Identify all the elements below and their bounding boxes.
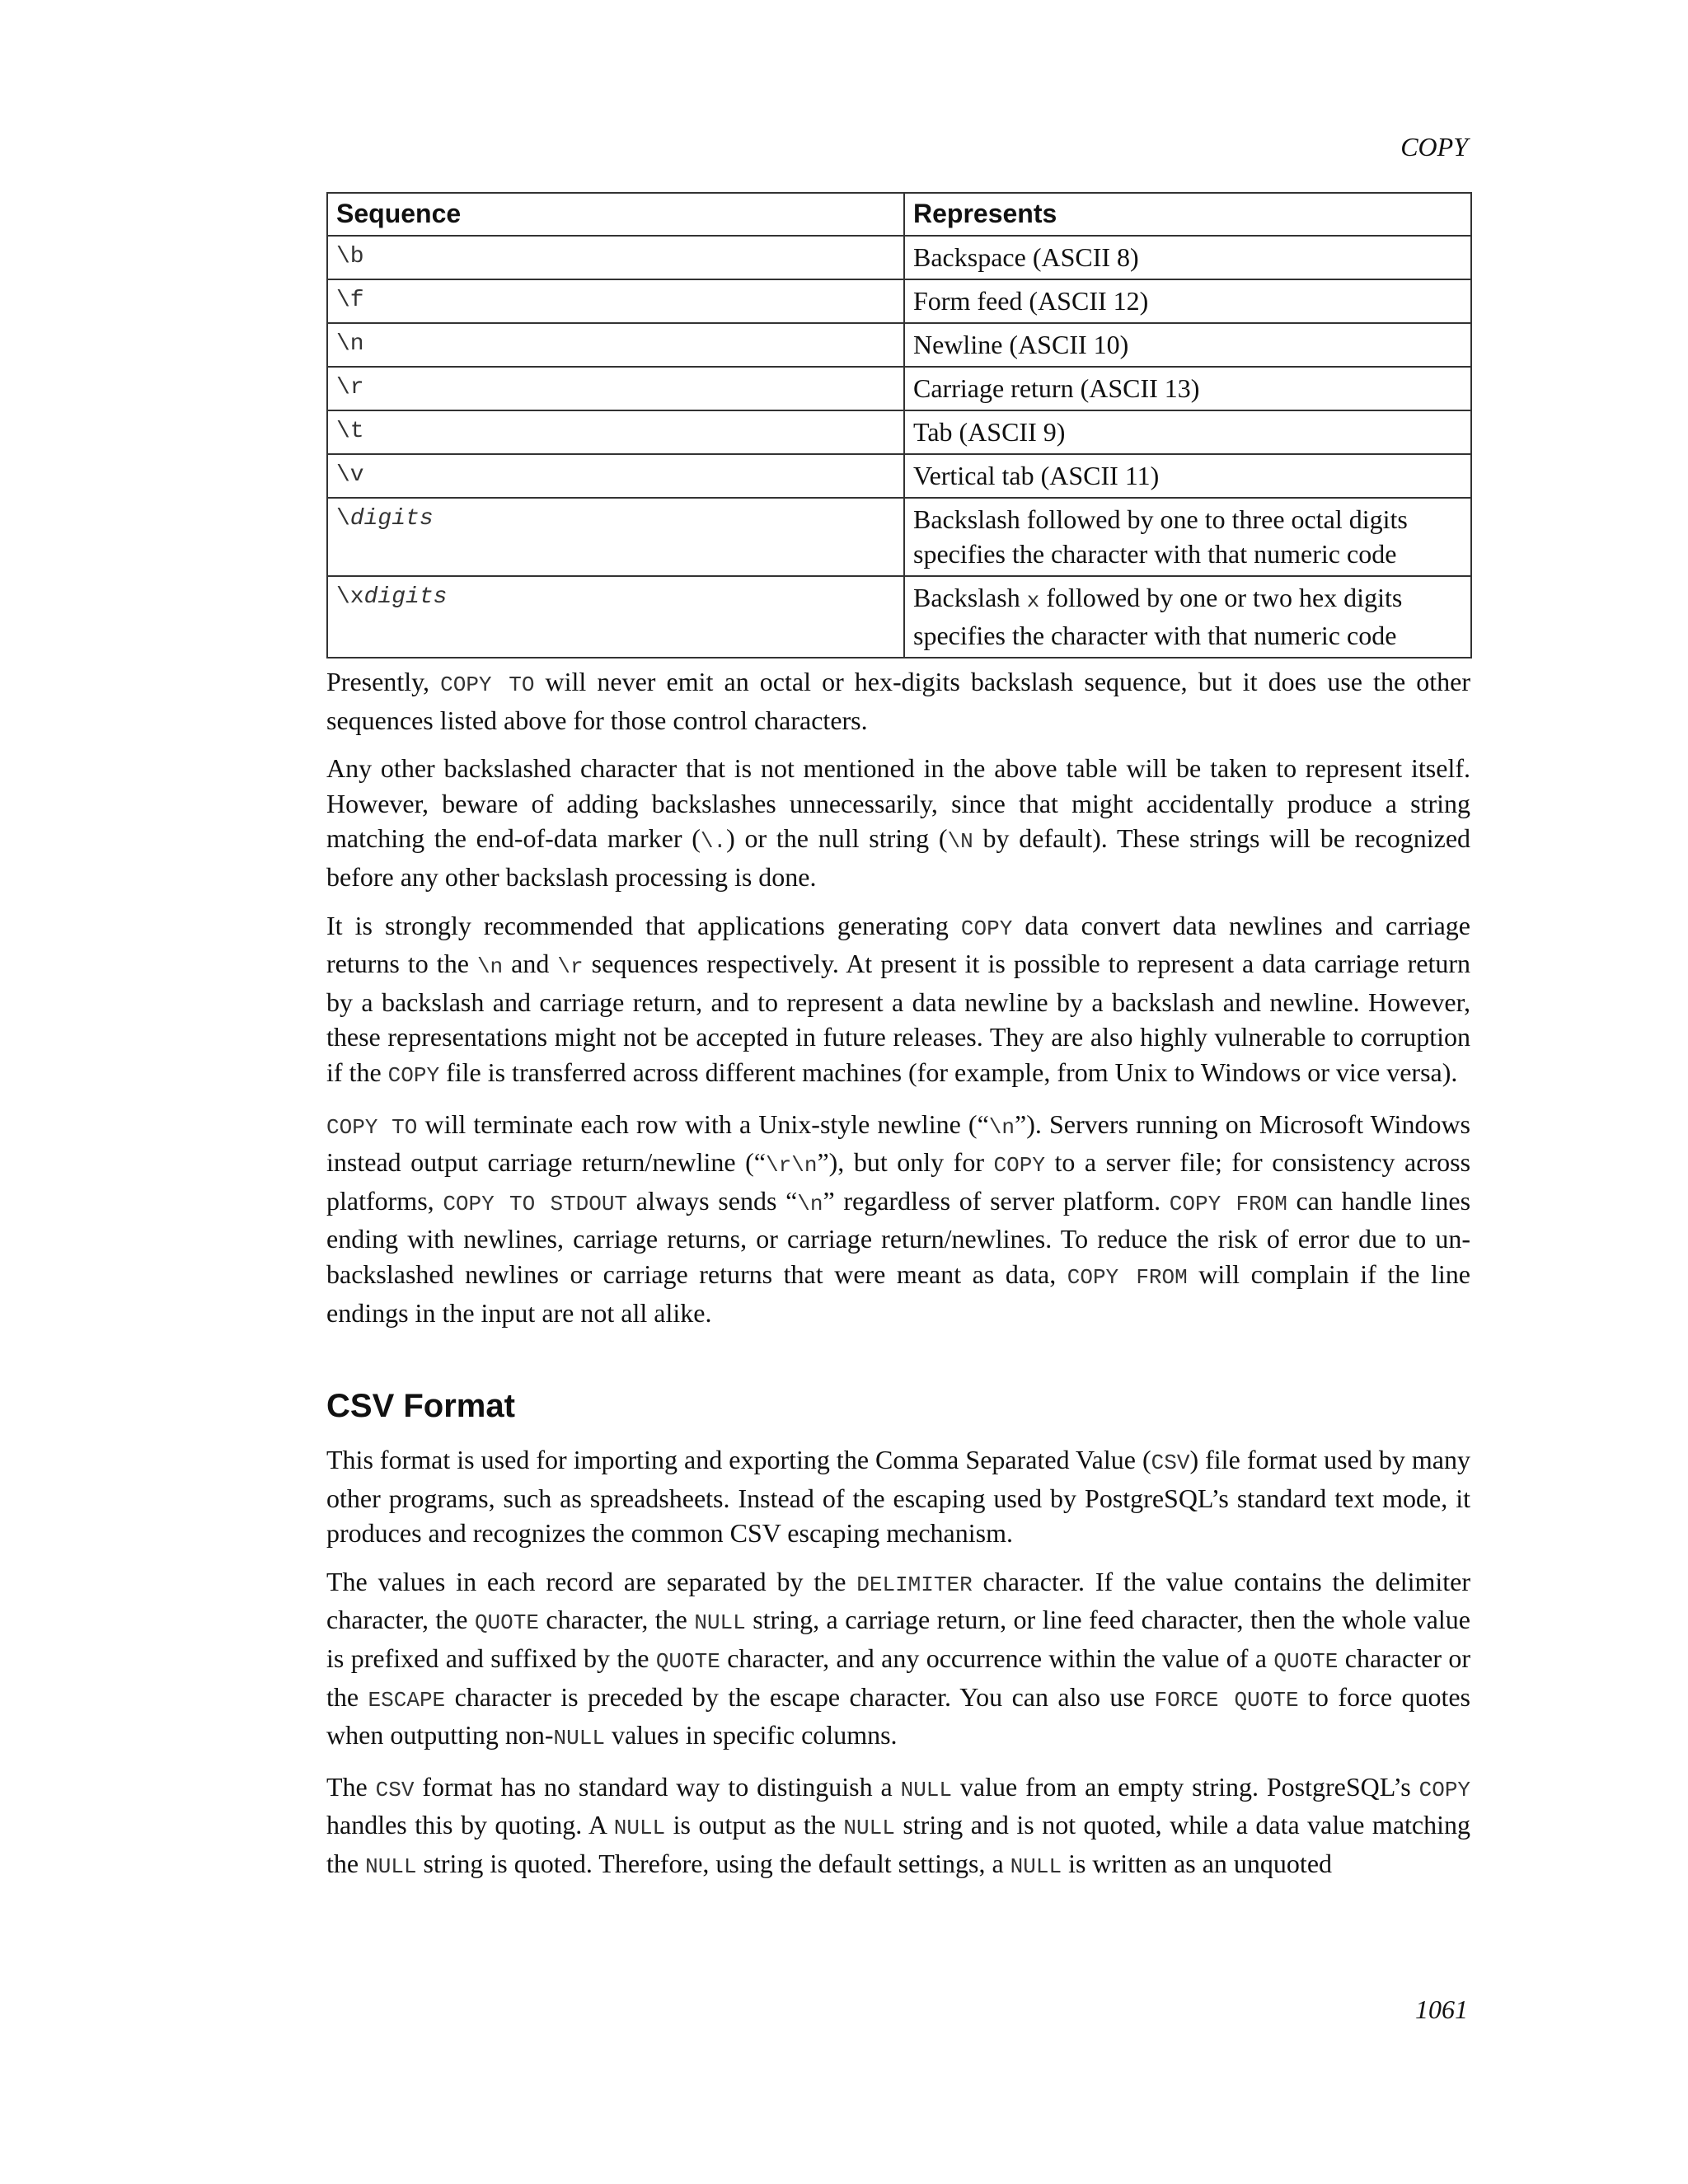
code-literal: COPY xyxy=(387,1062,440,1088)
code-literal: CSV xyxy=(1151,1451,1190,1476)
code-literal: QUOTE xyxy=(655,1649,720,1675)
code-literal: QUOTE xyxy=(474,1610,539,1636)
sequence-placeholder: digits xyxy=(349,506,434,532)
paragraph-other-backslashes xyxy=(326,751,1470,894)
text-run: by default). These strings will be recognized before any other backslash processing is done. xyxy=(326,823,1471,892)
table-row xyxy=(327,498,1471,576)
represents-cell: Backslash followed by one to three octal digits specifies the character with that numeric code xyxy=(904,498,1471,576)
code-literal: COPY FROM xyxy=(1169,1191,1287,1216)
code-literal: NULL xyxy=(613,1816,666,1841)
code-literal: COPY TO xyxy=(326,1114,418,1140)
text-run: file is transferred across different machines (for example, from Unix to Windows or vice versa). xyxy=(439,1057,1458,1087)
sequence-cell: \r xyxy=(327,367,904,410)
sequence-cell: \t xyxy=(327,410,904,454)
text-run: is written as an unquoted xyxy=(1062,1849,1333,1879)
code-literal: \n xyxy=(797,1191,823,1216)
text-run: string and is not quoted, while a data value matching the xyxy=(326,1810,1471,1879)
text-run: ”), but only for xyxy=(817,1147,994,1178)
text-run: value from an empty string. PostgreSQL’s xyxy=(952,1771,1419,1802)
text-run: ) file format used by many other programs, such as spreadsheets. Instead of the escaping used by PostgreSQL’s standard text mode, it produces and recognizes the common CSV escaping mechanism. xyxy=(326,1445,1471,1549)
represents-cell: Form feed (ASCII 12) xyxy=(904,279,1471,323)
text-run: The xyxy=(326,1771,376,1802)
code-literal: CSV xyxy=(375,1777,415,1802)
represents-cell: Newline (ASCII 10) xyxy=(904,323,1471,367)
text-run: ) or the null string ( xyxy=(726,823,948,854)
table-row xyxy=(327,236,1471,279)
code-literal: \r\n xyxy=(766,1153,818,1179)
text-run: values in specific columns. xyxy=(604,1720,898,1750)
table-row xyxy=(327,323,1471,367)
sequence-cell: \v xyxy=(327,454,904,498)
text-run: format has no standard way to distinguish a xyxy=(414,1771,901,1802)
code-literal: ESCAPE xyxy=(368,1687,446,1713)
section-heading-csv-format: CSV Format xyxy=(326,1388,515,1425)
text-run: This format is used for importing and exporting the Comma Separated Value ( xyxy=(326,1445,1151,1475)
text-run: The values in each record are separated by the xyxy=(326,1566,857,1596)
code-literal: \. xyxy=(700,829,727,855)
code-literal: NULL xyxy=(365,1854,417,1880)
represents-cell: Tab (ASCII 9) xyxy=(904,410,1471,454)
table-row xyxy=(327,410,1471,454)
text-run: data convert data newlines and carriage returns to the xyxy=(326,910,1471,979)
sequence-cell: \f xyxy=(327,279,904,323)
represents-cell: Backspace (ASCII 8) xyxy=(904,236,1471,279)
code-literal: \n xyxy=(476,954,504,980)
sequence-prefix: \x xyxy=(336,584,364,610)
column-header-represents: Represents xyxy=(904,193,1471,236)
text-run: character is preceded by the escape character. You can also use xyxy=(445,1681,1155,1712)
code-literal: DELIMITER xyxy=(856,1572,973,1597)
text-run: character, the xyxy=(538,1605,695,1635)
represents-cell: Carriage return (ASCII 13) xyxy=(904,367,1471,410)
text-run: to force quotes when outputting non- xyxy=(326,1681,1471,1750)
text-run: to a server file; for consistency across platforms, xyxy=(326,1147,1471,1216)
text-run: will never emit an octal or hex-digits backslash sequence, but it does use the other sequences listed above for those control characters. xyxy=(326,667,1471,735)
code-literal: NULL xyxy=(843,1816,895,1841)
code-literal: COPY FROM xyxy=(1067,1264,1188,1290)
text-run: ” regardless of server platform. xyxy=(823,1185,1170,1216)
table-header-row xyxy=(327,193,1471,236)
sequence-placeholder: digits xyxy=(363,584,448,610)
code-literal: NULL xyxy=(1010,1854,1062,1880)
text-run: can handle lines ending with newlines, carriage returns, or carriage return/newlines. To reduce the risk of error due to un-backslashed newlines or carriage returns that were meant as data, xyxy=(326,1185,1471,1289)
text-run: will complain if the line endings in the input are not all alike. xyxy=(326,1258,1470,1328)
sequence-prefix: \ xyxy=(336,506,350,532)
running-header: COPY xyxy=(1400,132,1468,162)
text-run: Presently, xyxy=(326,667,441,696)
text-run: string, a carriage return, or line feed character, then the whole value is prefixed and suffixed by the xyxy=(326,1605,1471,1674)
code-literal: FORCE QUOTE xyxy=(1154,1687,1299,1713)
text-run: followed by one or two hex digits specifies the character with that numeric code xyxy=(913,583,1403,650)
text-run: ”). Servers running on Microsoft Windows instead output carriage return/newline (“ xyxy=(326,1108,1471,1178)
table-row xyxy=(327,576,1471,658)
code-literal: QUOTE xyxy=(1273,1649,1339,1675)
code-literal: COPY xyxy=(993,1153,1045,1179)
text-run: string is quoted. Therefore, using the default settings, a xyxy=(416,1849,1010,1879)
code-literal: NULL xyxy=(553,1726,605,1751)
paragraph-csv-intro xyxy=(326,1442,1470,1551)
sequence-cell xyxy=(327,498,904,576)
sequence-cell: \b xyxy=(327,236,904,279)
text-run: It is strongly recommended that applications generating xyxy=(326,910,961,940)
text-run: Any other backslashed character that is not mentioned in the above table will be taken to represent itself. However, beware of adding backslashes unnecessarily, since that might accidentally produce a string matching the end-of-data marker ( xyxy=(326,753,1470,854)
code-literal: \n xyxy=(988,1114,1015,1140)
escape-sequence-table xyxy=(326,192,1472,658)
table-row xyxy=(327,279,1471,323)
text-run: sequences respectively. At present it is possible to represent a data carriage return by a backslash and carriage return, and to represent a data newline by a backslash and newline. However, these representations might not be accepted in future releases. They are also highly vulnerable to corruption if the xyxy=(326,949,1471,1087)
body-text xyxy=(326,664,1470,1898)
text-run: and xyxy=(503,949,558,979)
text-run: Backslash xyxy=(913,583,1027,612)
text-run: will terminate each row with a Unix-style newline (“ xyxy=(417,1108,989,1139)
code-literal: COPY TO STDOUT xyxy=(443,1191,628,1216)
document-page xyxy=(326,0,1470,2184)
table-row xyxy=(327,367,1471,410)
paragraph-line-endings xyxy=(326,1107,1470,1331)
text-run: always sends “ xyxy=(627,1185,798,1216)
text-run: is output as the xyxy=(665,1810,844,1840)
sequence-cell xyxy=(327,576,904,658)
paragraph-copy-to-sequences xyxy=(326,664,1470,738)
text-run: character, and any occurrence within the value of a xyxy=(720,1643,1274,1674)
paragraph-csv-null xyxy=(326,1769,1470,1885)
code-literal: \N xyxy=(947,829,973,855)
code-literal: \r xyxy=(557,954,584,980)
text-run: character or the xyxy=(326,1643,1471,1712)
text-run: character. If the value contains the delimiter character, the xyxy=(326,1566,1471,1635)
code-literal: COPY xyxy=(1418,1777,1471,1802)
paragraph-newline-recommendation xyxy=(326,908,1470,1094)
code-literal: NULL xyxy=(694,1610,746,1636)
table-row xyxy=(327,454,1471,498)
text-run: handles this by quoting. A xyxy=(326,1810,614,1840)
page-number: 1061 xyxy=(1415,1994,1468,2024)
column-header-sequence: Sequence xyxy=(327,193,904,236)
represents-cell xyxy=(904,576,1471,658)
sequence-cell: \n xyxy=(327,323,904,367)
code-literal: NULL xyxy=(900,1777,953,1802)
represents-cell: Vertical tab (ASCII 11) xyxy=(904,454,1471,498)
paragraph-csv-delimiter xyxy=(326,1564,1470,1756)
code-literal: x xyxy=(1026,588,1040,613)
code-literal: COPY TO xyxy=(440,673,535,697)
code-literal: COPY xyxy=(960,916,1013,941)
